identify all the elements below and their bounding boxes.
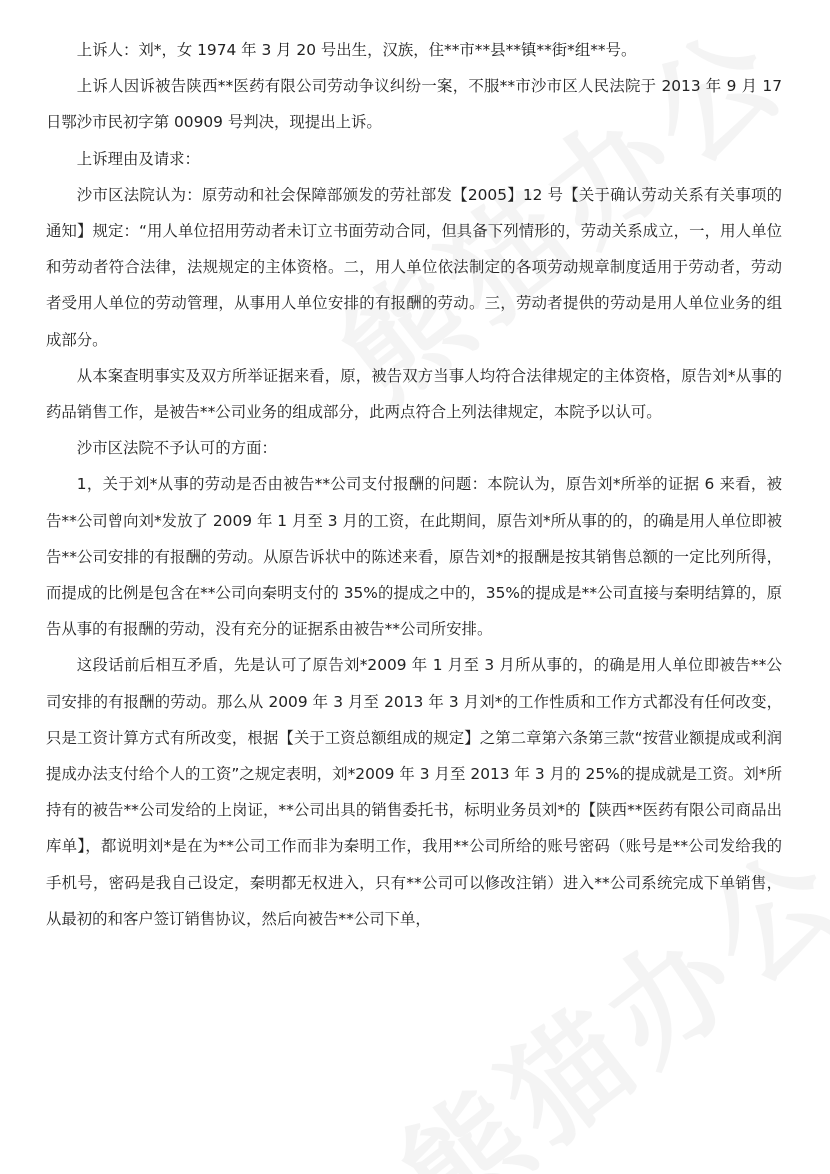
- paragraph-disputed-heading: 沙市区法院不予认可的方面：: [76, 439, 277, 458]
- paragraph-facts-found: 从本案查明事实及双方所举证据来看，原，被告双方当事人均符合法律规定的主体资格，原告刘*从事的药品销售工作，是被告**公司业务的组成部分，此两点符合上列法律规定，本院予以认可。: [46, 366, 782, 422]
- paragraph-point-one: 1，关于刘*从事的劳动是否由被告**公司支付报酬的问题：本院认为，原告刘*所举的证据 6 来看，被告**公司曾向刘*发放了 2009 年 1 月至 3 月的工资，在此期间，原告刘*所从事的的，的确是用人单位即被告**公司安排的有报酬的劳动。从原告诉状中的陈述来看，原告刘*的报酬是按其销售总额的一定比列所得，而提成的比例是包含在**公司向秦明支付的 35%的提成之中的，35%的提成是**公司直接与秦明结算的，原告从事的有报酬的劳动，没有充分的证据系由被告**公司所安排。: [46, 475, 782, 639]
- paragraph-reasons-heading: 上诉理由及请求：: [76, 149, 200, 168]
- document-body: [46, 32, 782, 937]
- paragraph-court-opinion: 沙市区法院认为：原劳动和社会保障部颁发的劳社部发【2005】12 号【关于确认劳动关系有关事项的通知】规定：“用人单位招用劳动者未订立书面劳动合同，但具备下列情形的，劳动关系成立，一，用人单位和劳动者符合法律，法规规定的主体资格。二，用人单位依法制定的各项劳动规章制度适用于劳动者，劳动者受用人单位的劳动管理，从事用人单位安排的有报酬的劳动。三，劳动者提供的劳动是用人单位业务的组成部分。: [46, 185, 782, 349]
- paragraph-appeal-statement: 上诉人因诉被告陕西**医药有限公司劳动争议纠纷一案，不服**市沙市区人民法院于 2013 年 9 月 17 日鄂沙市民初字第 00909 号判决，现提出上诉。: [46, 77, 782, 132]
- paragraph-rebuttal: 这段话前后相互矛盾，先是认可了原告刘*2009 年 1 月至 3 月所从事的，的确是用人单位即被告**公司安排的有报酬的劳动。那么从 2009 年 3 月至 2013 年 3 月刘*的工作性质和工作方式都没有任何改变，只是工资计算方式有所改变，根据【关于工资总额组成的规定】之第二章第六条第三款“按营业额提成或利润提成办法支付给个人的工资”之规定表明，刘*2009 年 3 月至 2013 年 3 月的 25%的提成就是工资。刘*所持有的被告**公司发给的上岗证，**公司出具的销售委托书，标明业务员刘*的【陕西**医药有限公司商品出库单】，都说明刘*是在为**公司工作而非为秦明工作，我用**公司所给的账号密码（账号是**公司发给我的手机号，密码是我自己设定，秦明都无权进入，只有**公司可以修改注销）进入**公司系统完成下单销售，从最初的和客户签订销售协议，然后向被告**公司下单，: [46, 656, 782, 928]
- paragraph-appellant-info: 上诉人：刘*，女 1974 年 3 月 20 号出生，汉族，住**市**县**镇**街*组**号。: [76, 41, 637, 59]
